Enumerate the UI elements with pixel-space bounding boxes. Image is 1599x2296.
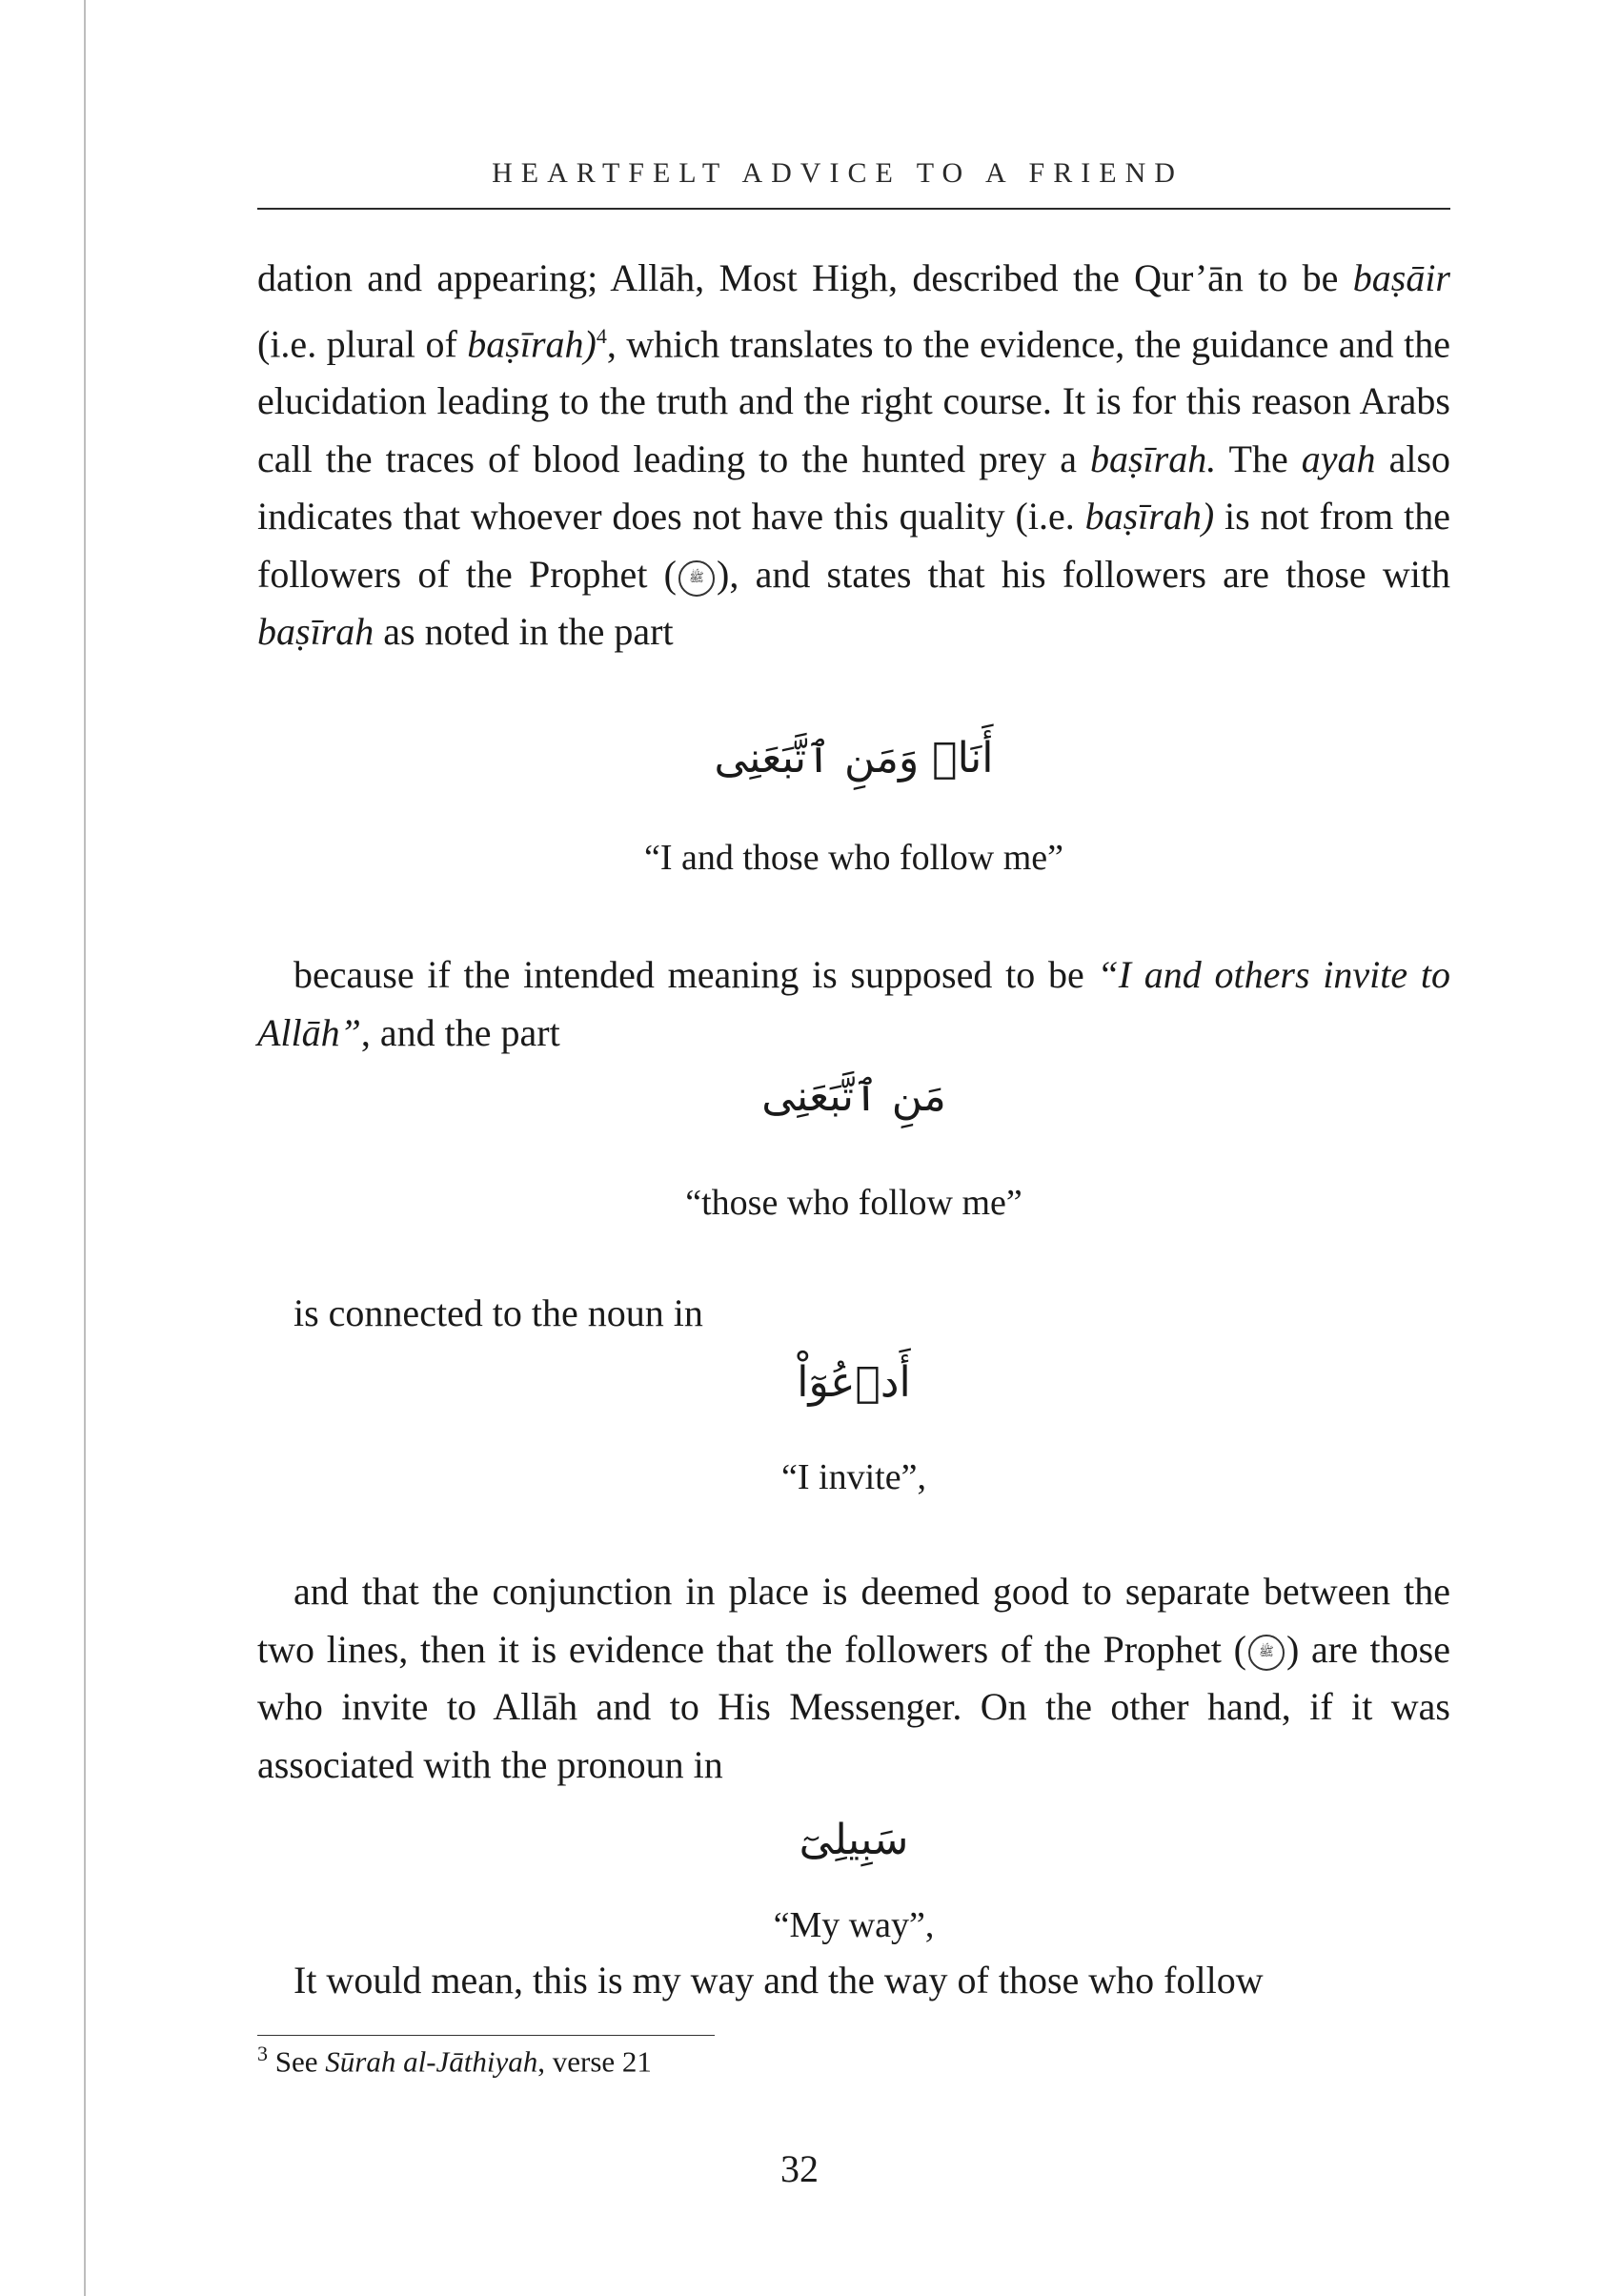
paragraph-2: because if the intended meaning is supposed to be “I and others invite to Allāh”, and the part xyxy=(257,953,1450,1054)
translation-1: “I and those who follow me” xyxy=(643,838,1064,878)
page-scan-edge xyxy=(84,0,86,2296)
paragraph-5: It would mean, this is my way and the way of those who follow xyxy=(293,1959,1264,2001)
translation-4: “My way”, xyxy=(773,1905,935,1945)
arabic-quote-4: سَبِيلِىٓ xyxy=(799,1816,909,1864)
translation-3: “I invite”, xyxy=(781,1457,926,1497)
arabic-quote-2: مَنِ ٱتَّبَعَنِى xyxy=(761,1072,946,1121)
salla-icon: ﷺ xyxy=(678,560,715,597)
running-header: HEARTFELT ADVICE TO A FRIEND xyxy=(492,157,1184,189)
footnote-rule xyxy=(257,2035,715,2036)
page-number: 32 xyxy=(780,2147,819,2190)
salla-icon: ﷺ xyxy=(1248,1635,1285,1671)
paragraph-1: dation and appearing; Allāh, Most High, described the Qur’ān to be baṣāir (i.e. plural of baṣīrah)$^4$, which translates to the evidence, the guidance and the elucidation leading to the truth and the right course. It is for this reason Arabs call the traces of blood leading to the hunted prey a baṣīrah. The ayah also indicates that whoever does not have this quality (i.e. baṣīrah) is not from the followers of the Prophet ( ﷺ ), and states that his followers are those with baṣīrah as noted in the part xyxy=(257,256,1451,654)
arabic-quote-3: أَدۡعُوٓاْ xyxy=(797,1358,911,1407)
paragraph-4: and that the conjunction in place is deemed good to separate between the two lines, then it is evidence that the followers of the Prophet ( ﷺ ) are those who invite to Allāh and to His Messenger. On the other hand, if it was associated with the pronoun in xyxy=(257,1570,1450,1786)
arabic-quote-1: أَنَا۠ وَمَنِ ٱتَّبَعَنِى xyxy=(714,734,994,782)
translation-2: “those who follow me” xyxy=(685,1183,1022,1223)
header-rule xyxy=(257,208,1450,210)
footnote: $^3$ See Sūrah al-Jāthiyah, verse 21 xyxy=(257,2042,652,2079)
paragraph-3: is connected to the noun in xyxy=(293,1291,703,1334)
